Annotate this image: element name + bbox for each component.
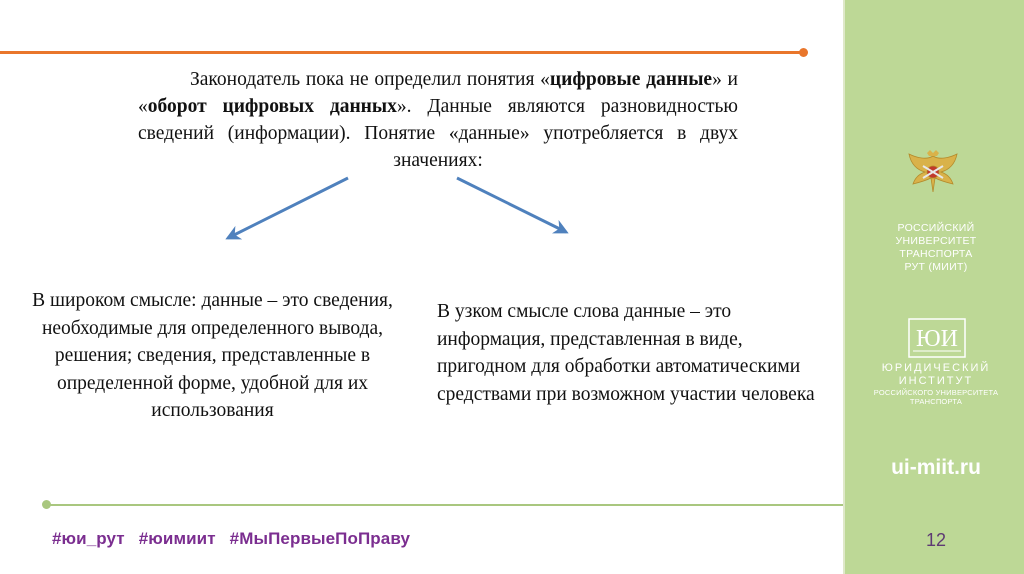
university-line-1: РОССИЙСКИЙ [897, 222, 975, 234]
sidebar-panel [843, 0, 1024, 574]
logo-text: ЮИ [916, 326, 958, 352]
institute-sub-line-1: РОССИЙСКОГО УНИВЕРСИТЕТА [873, 388, 999, 397]
university-name [848, 222, 1024, 274]
intro-text-1: Законодатель пока не определил понятия « [190, 69, 550, 90]
hashtag-1[interactable]: #юи_рут [52, 529, 125, 548]
hashtag-3[interactable]: #МыПервыеПоПраву [229, 529, 411, 548]
term-digital-data: цифровые данные [549, 69, 713, 90]
intro-text-3: ». Данные являются разновидностью сведений (информации). Понятие «данные» употребляется в двух значениях: [138, 96, 738, 171]
institute-line-2: ИНСТИТУТ [898, 375, 974, 387]
broad-meaning-text: В широком смысле: данные – это сведения, необходимые для определенного вывода, решения; сведения, представленные в определенной форме, удобной для их использования [32, 290, 393, 421]
narrow-meaning-text: В узком смысле слова данные – это информация, представленная в виде, пригодном для обработки автоматическими средствами при возможном участии человека [437, 301, 815, 405]
hashtags [52, 529, 424, 549]
intro-text-2: » и « [138, 69, 738, 117]
page-number: 12 [925, 530, 947, 550]
left-arrow [228, 178, 348, 238]
university-line-3: ТРАНСПОРТА [899, 248, 973, 260]
institute-line-1: ЮРИДИЧЕСКИЙ [881, 362, 991, 374]
university-line-2: УНИВЕРСИТЕТ [895, 235, 977, 247]
institute-name [848, 362, 1024, 406]
university-line-4: РУТ (МИИТ) [904, 261, 968, 273]
hashtag-2[interactable]: #юимиит [138, 529, 216, 548]
term-digital-data-turnover: оборот цифровых данных [147, 96, 397, 117]
institute-sub-line-2: ТРАНСПОРТА [909, 397, 963, 406]
right-arrow [457, 178, 566, 232]
website-link[interactable]: ui-miit.ru [891, 456, 981, 479]
coat-of-arms-icon [905, 150, 961, 198]
institute-logo-icon [908, 318, 966, 358]
